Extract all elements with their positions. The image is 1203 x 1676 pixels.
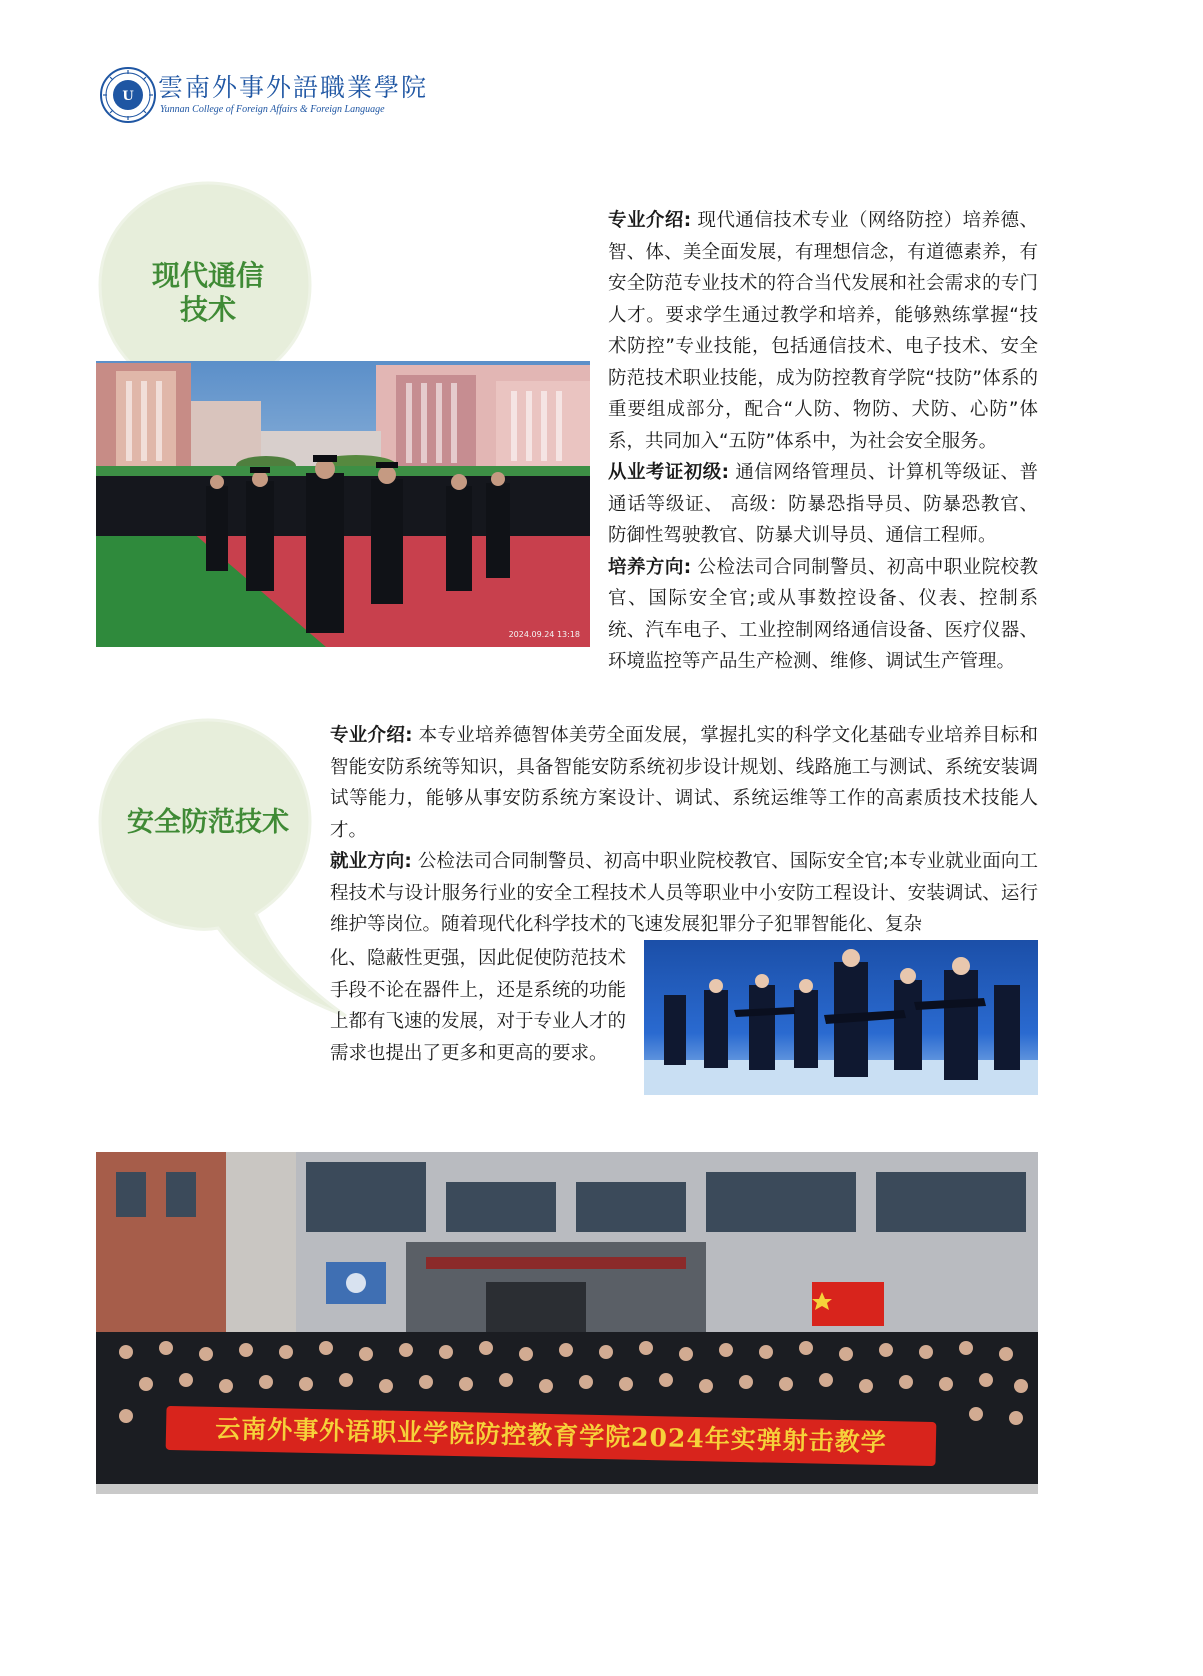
bubble-title-line2: 技术: [179, 293, 236, 326]
cadets-scene: [96, 361, 590, 647]
banner-text: 云南外事外语职业学院防控教育学院2024年实弹射击教学: [214, 1413, 888, 1458]
school-name-en: Yunnan College of Foreign Affairs & Foreign Language: [160, 104, 385, 115]
job-text: 公检法司合同制警员、初高中职业院校教官、国际安全官;本专业就业面向工程技术与设计服务行业的安全工程技术人员等职业中小安防工程设计、安装调试、运行维护等岗位。随着现代化科学技术的飞速发展犯罪分子犯罪智能化、复杂: [330, 851, 1038, 935]
section1-text: [608, 205, 1038, 678]
section1-cert: [608, 457, 1038, 552]
cert-label: 从业考证初级:: [608, 462, 730, 483]
svg-text:U: U: [122, 89, 134, 104]
bubble-title-security: 安全防范技术: [127, 807, 289, 838]
section2-job: [330, 846, 1038, 941]
tactical-drill-scene: [644, 940, 1038, 1095]
cert-text: 通信网络管理员、计算机等级证、普通话等级证、 高级：防暴恐指导员、防暴恐教官、防御性驾驶教官、防暴犬训导员、通信工程师。: [608, 462, 1038, 546]
photo-timestamp: 2024.09.24 13:18: [508, 630, 580, 639]
section2-intro: [330, 720, 1038, 846]
bubble-title-line1: 现代通信: [151, 259, 264, 292]
intro-label: 专业介绍:: [608, 210, 692, 231]
photo-tactical-drill: [644, 940, 1038, 1095]
job-label: 就业方向:: [330, 851, 412, 872]
section2-job-continued: 化、隐蔽性更强，因此促使防范技术手段不论在器件上，还是系统的功能上都有飞速的发展，对于专业人才的需求也提出了更多和更高的要求。: [330, 948, 627, 1064]
speech-bubble-shape: [96, 718, 356, 1028]
train-text: 公检法司合同制警员、初高中职业院校教官、国际安全官;或从事数控设备、仪表、控制系统、汽车电子、工业控制网络通信设备、医疗仪器、环境监控等产品生产检测、维修、调试生产管理。: [608, 556, 1038, 672]
intro-text: 现代通信技术专业（网络防控）培养德、智、体、美全面发展，有理想信念，有道德素养，有安全防范专业技术的符合当代发展和社会需求的专门人才。要求学生通过教学和培养，能够熟练掌握“技术防控”专业技能，包括通信技术、电子技术、安全防范技术职业技能，成为防控教育学院“技防”体系的重要组成部分，配合“人防、物防、犬防、心防”体系，共同加入“五防”体系中，为社会安全服务。: [608, 210, 1038, 452]
bubble-security-technology: [96, 718, 356, 1028]
section1-train: [608, 552, 1038, 678]
section2-text: [330, 720, 1038, 941]
college-seal-logo: [100, 67, 156, 123]
photo-cadets-saluting: [96, 361, 590, 647]
train-label: 培养方向:: [608, 556, 692, 578]
intro-text: 本专业培养德智体美劳全面发展，掌握扎实的科学文化基础专业培养目标和智能安防系统等知识，具备智能安防系统初步设计规划、线路施工与测试、系统安装调试等能力，能够从事安防系统方案设计、调试、系统运维等工作的高素质技术技能人才。: [330, 725, 1038, 841]
photo-group-shooting-training: [96, 1152, 1038, 1494]
intro-label: 专业介绍:: [330, 725, 413, 746]
school-name-cn: 雲南外事外語職業學院: [158, 73, 429, 102]
section1-intro: [608, 205, 1038, 457]
